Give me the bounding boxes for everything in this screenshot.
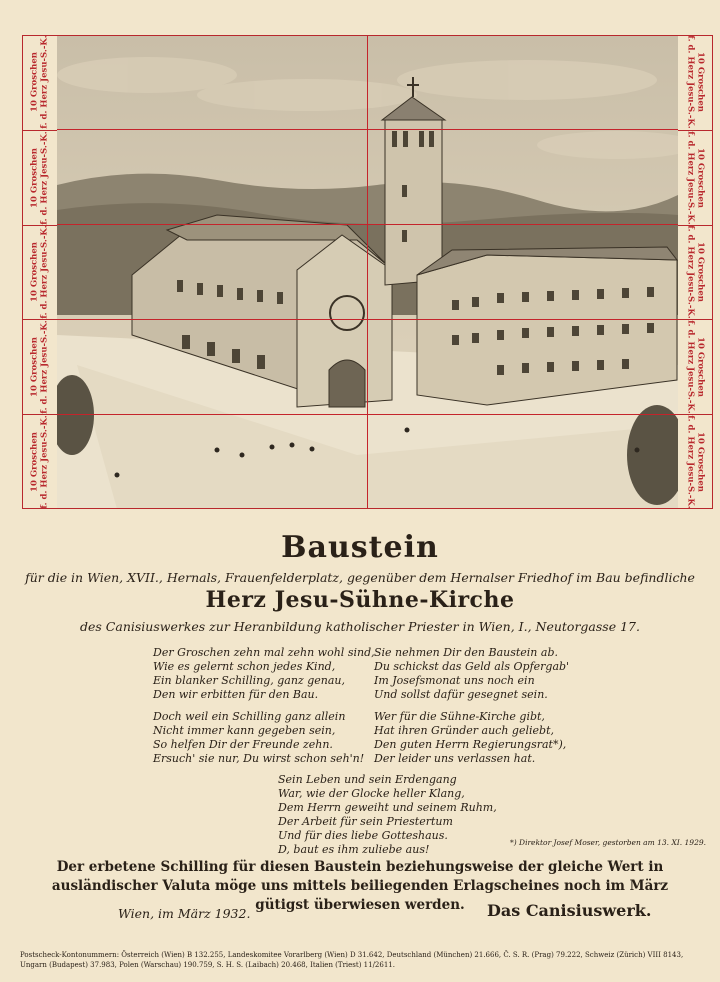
poem-stanza-3: Sein Leben und sein Erdengang War, wie der Glocke heller Klang, Dem Herrn geweiht und seinem Ruhm, Der Arbeit für sein Priestertum Und für dies liebe Gotteshaus. D, baut es ihm zuliebe aus! (278, 773, 497, 856)
poem-stanza-1-right: Sie nehmen Dir den Baustein ab. Du schickst das Geld als Opfergab' Im Josefsmonat uns noch ein Und sollst dafür gesegnet sein. (374, 646, 570, 701)
signature: Das Canisiuswerk. (487, 901, 652, 920)
church-illustration (57, 35, 678, 509)
poem-stanza-2-right: Wer für die Sühne-Kirche gibt, Hat ihren Gründer auch geliebt, Den guten Herrn Regierungsrat*), Der leider uns verlassen hat. (374, 710, 567, 765)
postal-accounts: Postscheck-Kontonummern: Österreich (Wien) B 132.255, Landeskomitee Vorarlberg (Wien) D 31.642, Deutschland (München) 21.666, Č. S. R. (Prag) 79.222, Schweiz (Zürich) VIII 8143, Ungarn (Budapest) 37.983, Polen (Warschau) 190.759, S. H. S. (Laibach) 20.468, Italien (Triest) 11/2611. (20, 951, 684, 969)
stamp-purpose: f. d. Herz Jesu-S.-K. (39, 130, 50, 225)
stamp-amount: 10 Groschen (695, 242, 706, 303)
poem-stanza-1-left: Der Groschen zehn mal zehn wohl sind, Wie es gelernt schon jedes Kind, Ein blanker Schilling, ganz genau, Den wir erbitten für den Bau. (153, 646, 375, 701)
stamp-amount: 10 Groschen (29, 52, 40, 113)
stamp-amount: 10 Groschen (695, 432, 706, 493)
cut-line (367, 35, 368, 509)
stamp-amount: 10 Groschen (29, 337, 40, 398)
donation-request: Der erbetene Schilling für diesen Baustein beziehungsweise der gleiche Wert in ausländischer Valuta möge uns mittels beiliegenden Erlagscheines noch im März gütigst überwiesen werden. (51, 859, 669, 913)
subtitle: für die in Wien, XVII., Hernals, Frauenfelderplatz, gegenüber dem Hernalser Friedhof im Bau befindliche (25, 570, 695, 585)
stamp-amount: 10 Groschen (695, 147, 706, 208)
stamp-coupon[interactable] (678, 319, 713, 414)
stamp-coupon[interactable] (22, 414, 57, 509)
organization-line: des Canisiuswerkes zur Heranbildung katholischer Priester in Wien, I., Neutorgasse 17. (80, 619, 640, 634)
stamp-coupon[interactable] (678, 414, 713, 509)
stamp-purpose: f. d. Herz Jesu-S.-K. (685, 130, 696, 225)
stamp-coupon[interactable] (678, 225, 713, 320)
stamp-amount: 10 Groschen (29, 432, 40, 493)
stamp-amount: 10 Groschen (29, 147, 40, 208)
stamp-coupon[interactable] (22, 35, 57, 130)
church-name: Herz Jesu-Sühne-Kirche (205, 587, 515, 613)
poem-stanza-2-left: Doch weil ein Schilling ganz allein Nicht immer kann gegeben sein, So helfen Dir der Freunde zehn. Ersuch' sie nur, Du wirst schon seh'n! (153, 710, 365, 765)
stamp-coupon[interactable] (22, 130, 57, 225)
stamp-coupon[interactable] (22, 319, 57, 414)
stamp-coupon[interactable] (678, 130, 713, 225)
stamp-amount: 10 Groschen (29, 242, 40, 303)
document-title: Baustein (281, 530, 439, 565)
stamp-purpose: f. d. Herz Jesu-S.-K. (39, 225, 50, 320)
footnote: *) Direktor Josef Moser, gestorben am 13. XI. 1929. (510, 838, 706, 847)
stamp-purpose: f. d. Herz Jesu-S.-K. (685, 415, 696, 509)
stamp-coupon[interactable] (678, 35, 713, 130)
stamp-amount: 10 Groschen (695, 337, 706, 398)
stamp-amount: 10 Groschen (695, 52, 706, 113)
left-stamp-strip (22, 35, 57, 509)
stamp-purpose: f. d. Herz Jesu-S.-K. (685, 225, 696, 320)
stamp-coupon[interactable] (22, 225, 57, 320)
right-stamp-strip (678, 35, 713, 509)
stamp-purpose: f. d. Herz Jesu-S.-K. (39, 415, 50, 509)
stamp-purpose: f. d. Herz Jesu-S.-K. (685, 35, 696, 130)
stamp-purpose: f. d. Herz Jesu-S.-K. (39, 35, 50, 130)
stamp-purpose: f. d. Herz Jesu-S.-K. (39, 320, 50, 414)
stamp-purpose: f. d. Herz Jesu-S.-K. (685, 320, 696, 414)
place-date: Wien, im März 1932. (118, 906, 251, 921)
